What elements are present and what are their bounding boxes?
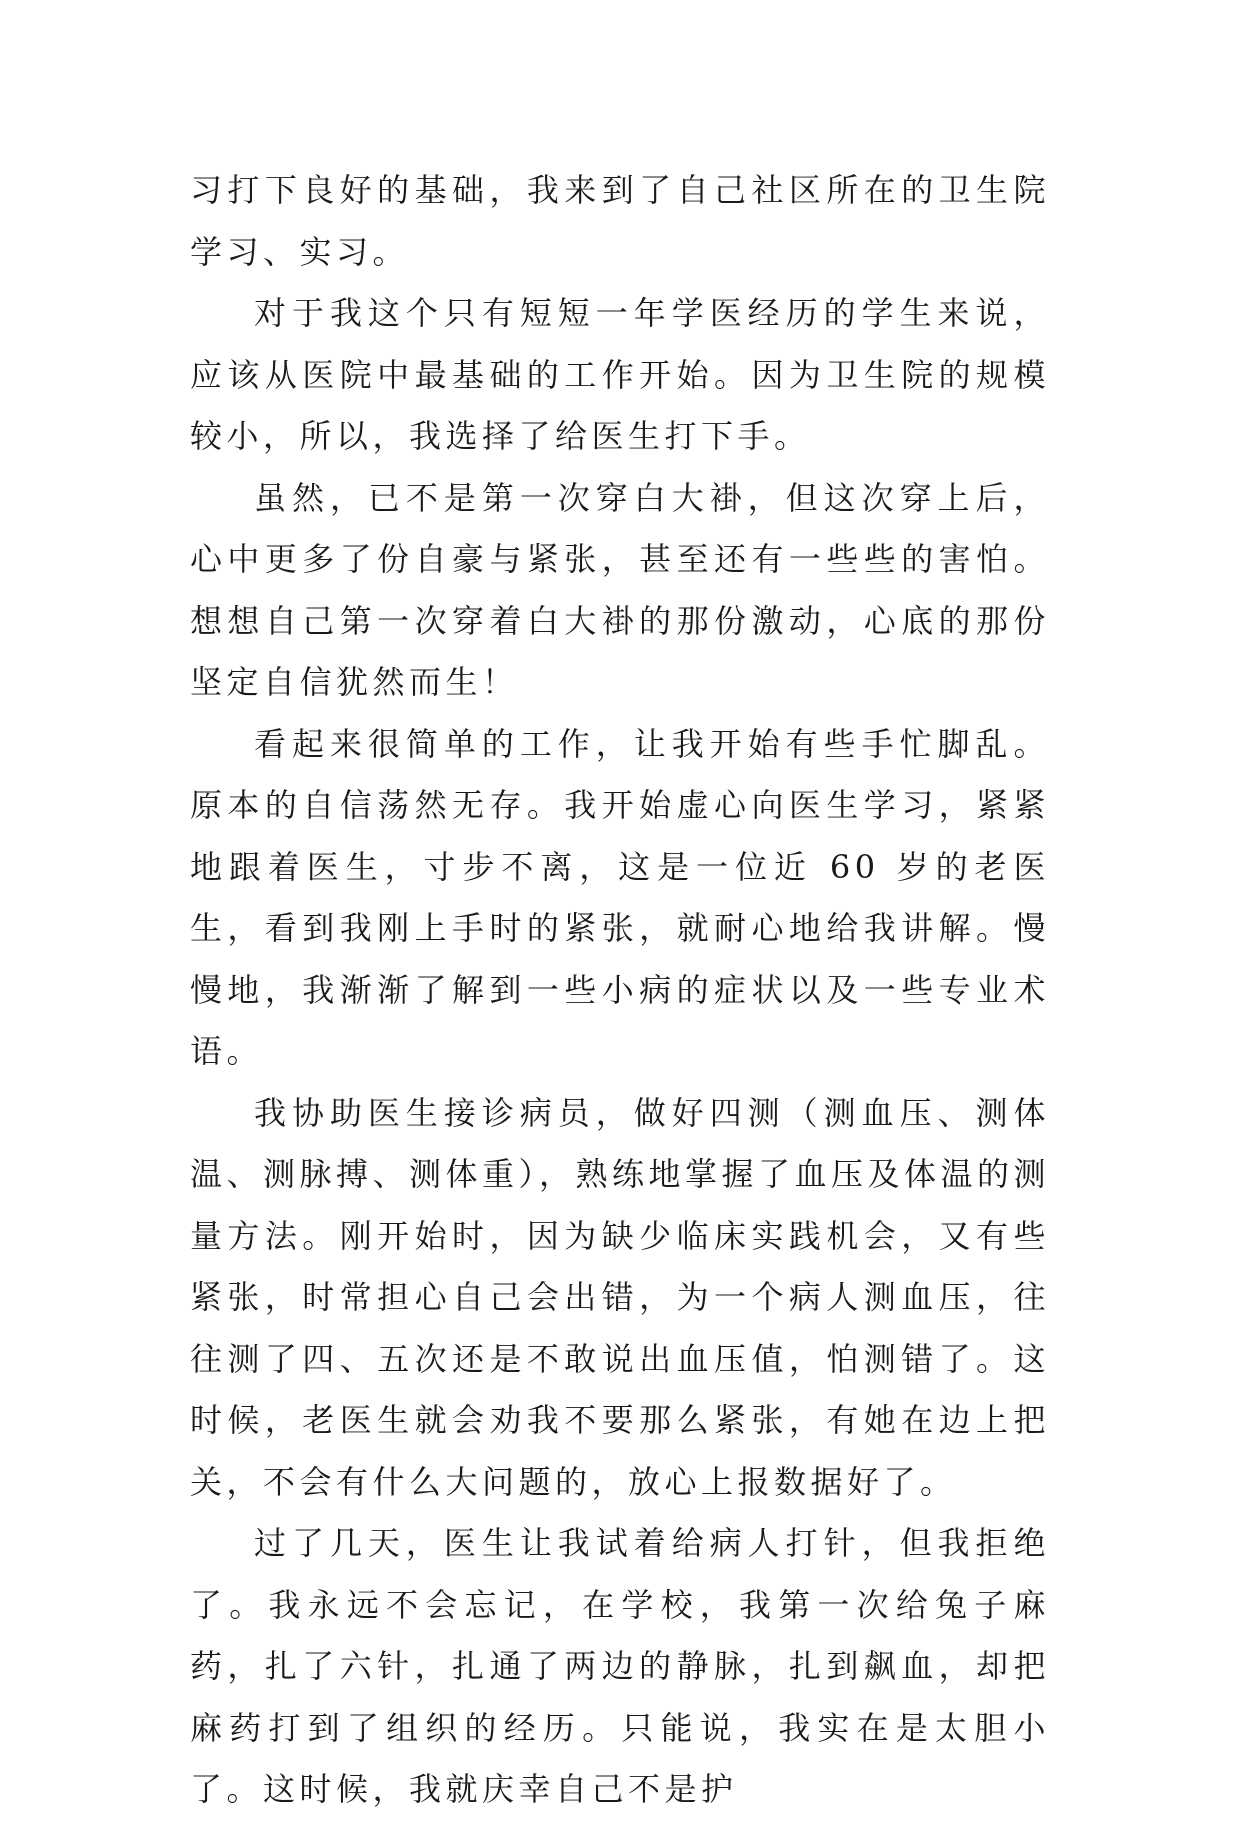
paragraph-2: 对于我这个只有短短一年学医经历的学生来说，应该从医院中最基础的工作开始。因为卫生院的规模较小，所以，我选择了给医生打下手。 xyxy=(190,294,1050,455)
paragraph-4: 看起来很简单的工作，让我开始有些手忙脚乱。原本的自信荡然无存。我开始虚心向医生学习，紧紧地跟着医生，寸步不离，这是一位近 60 岁的老医生，看到我刚上手时的紧张，就耐心地给我讲解。慢慢地，我渐渐了解到一些小病的症状以及一些专业术语。 xyxy=(190,724,1050,1070)
paragraph-1: 习打下良好的基础，我来到了自己社区所在的卫生院学习、实习。 xyxy=(190,171,1050,271)
document-body xyxy=(190,160,1050,1821)
paragraph-5: 我协助医生接诊病员，做好四测（测血压、测体温、测脉搏、测体重），熟练地掌握了血压及体温的测量方法。刚开始时，因为缺少临床实践机会，又有些紧张，时常担心自己会出错，为一个病人测血压，往往测了四、五次还是不敢说出血压值，怕测错了。这时候，老医生就会劝我不要那么紧张，有她在边上把关，不会有什么大问题的，放心上报数据好了。 xyxy=(190,1093,1051,1501)
paragraph-3: 虽然，已不是第一次穿白大褂，但这次穿上后，心中更多了份自豪与紧张，甚至还有一些些的害怕。想想自己第一次穿着白大褂的那份激动，心底的那份坚定自信犹然而生！ xyxy=(190,478,1050,701)
paragraph-6: 过了几天，医生让我试着给病人打针，但我拒绝了。我永远不会忘记，在学校，我第一次给兔子麻药，扎了六针，扎通了两边的静脉，扎到飙血，却把麻药打到了组织的经历。只能说，我实在是太胆小了。这时候，我就庆幸自己不是护 xyxy=(190,1524,1050,1808)
